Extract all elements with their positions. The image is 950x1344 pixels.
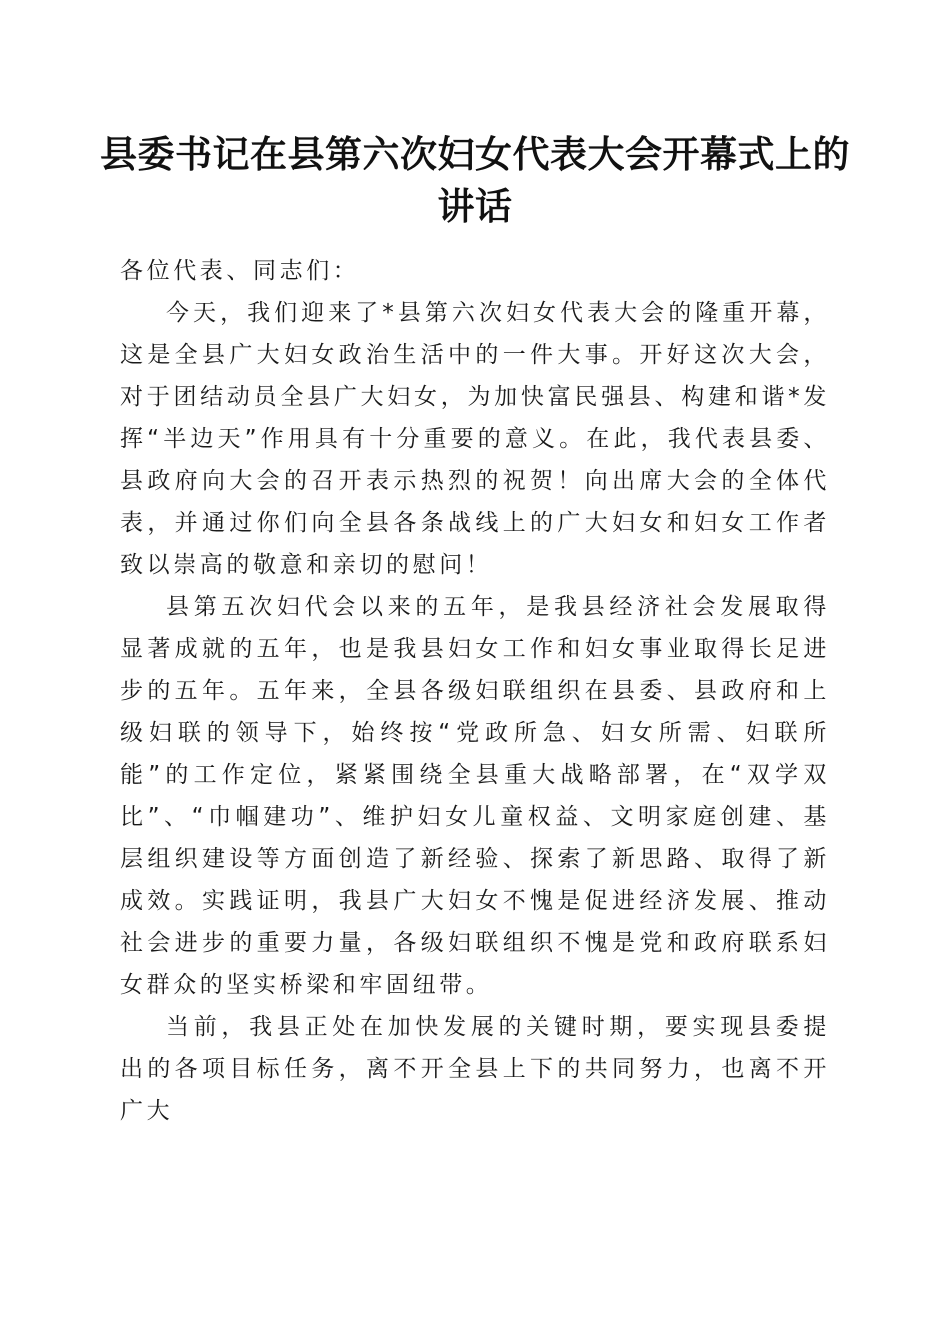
salutation: 各位代表、同志们：	[120, 258, 360, 284]
document-title: 县委书记在县第六次妇女代表大会开幕式上的讲话	[100, 132, 850, 228]
paragraph-3: 当前，我县正处在加快发展的关键时期，要实现县委提出的各项目标任务，离不开全县上下的共同努力，也离不开广大	[120, 1014, 830, 1124]
document-body	[120, 250, 830, 1132]
paragraph-1: 今天，我们迎来了*县第六次妇女代表大会的隆重开幕，这是全县广大妇女政治生活中的一件大事。开好这次大会，对于团结动员全县广大妇女，为加快富民强县、构建和谐*发挥“半边天”作用具有十分重要的意义。在此，我代表县委、县政府向大会的召开表示热烈的祝贺！向出席大会的全体代表，并通过你们向全县各条战线上的广大妇女和妇女工作者致以崇高的敬意和亲切的慰问！	[120, 300, 830, 578]
paragraph-2: 县第五次妇代会以来的五年，是我县经济社会发展取得显著成就的五年，也是我县妇女工作和妇女事业取得长足进步的五年。五年来，全县各级妇联组织在县委、县政府和上级妇联的领导下，始终按“党政所急、妇女所需、妇联所能”的工作定位，紧紧围绕全县重大战略部署，在“双学双比”、“巾帼建功”、维护妇女儿童权益、文明家庭创建、基层组织建设等方面创造了新经验、探索了新思路、取得了新成效。实践证明，我县广大妇女不愧是促进经济发展、推动社会进步的重要力量，各级妇联组织不愧是党和政府联系妇女群众的坚实桥梁和牢固纽带。	[120, 594, 830, 998]
